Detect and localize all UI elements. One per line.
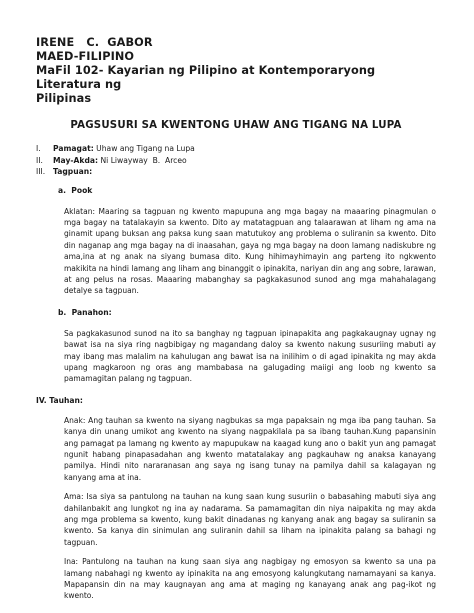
meta-row-tagpuan [36,166,436,178]
pook-paragraph: Aklatan: Maaring sa tagpuan ng kwento mapupuna ang mga bagay na maaaring pinagmulan o mga bagay na tatalakayin sa kwento. Dito ay matatagpuan ang talaarawan at liham ng ama na ginamit upang buksan ang paksa kung saan matutukoy ang problema o suliranin sa kwento. Dito din naganap ang mga bagay na di inaasahan, gaya ng mga bagay na doon lamang nadiskubre ng ama,ina at ng anak na siyang bumasa dito. Kung hihimayhimayin ang parteng ito ngkwento makikita na hindi lamang ang liham ang binanggit o ipinakita, nariyan din ang ang sobre, larawan, at ang pelus na rosas. Maaaring mabanghay sa pagkakasunod sunod ang mga mahahalagang detalye sa tagpuan. [64,206,436,296]
meta-number: III. [36,167,46,176]
meta-label: Tagpuan: [53,167,93,176]
document-title: PAGSUSURI SA KWENTONG UHAW ANG TIGANG NA LUPA [70,120,402,131]
author-name: IRENE C. GABOR [36,36,153,49]
ina-paragraph: Ina: Pantulong na tauhan na kung saan siya ang nagbigay ng emosyon sa kwento sa una pa lamang nabahagi ng kwento ay ipinakita na ang emosyong kalungkutang namamayani sa kanya. Mapapansin din na may kaugnayan ang ama at maging ng kanayang anak ang pag-ikot ng kwento. [64,557,436,601]
program-name: MAED-FILIPINO [36,50,135,63]
meta-number: II. [36,155,43,165]
anak-paragraph: Anak: Ang tauhan sa kwento na siyang nagbukas sa mga papaksain ng mga iba pang tauhan. Sa kanya din unang umikot ang kwento na siyang nagpakilala pa sa ibang tauhan.Kung papansinin ang pamagat pa lamang ng kwento ay mapupukaw na kaagad kung ano o bakit yun ang pamagat ngunit habang pinapasadahan ang kwento matatalakay ang pagkauhaw ng anaksa kanayang pamilya. Hindi nito nararanasan ang saya ng isang tunay na pamilya dahil sa kalagayan ng kanyang ama at ina. [64,415,436,482]
metadata-list [36,143,436,178]
meta-number: I. [36,144,41,153]
meta-row-may-akda [36,155,436,167]
panahon-paragraph: Sa pagkakasunod sunod na ito sa banghay ng tagpuan ipinapakita ang pagkakaugnay ugnay ng bawat isa na siya ring nagbibigay ng magandang daloy sa kwento nakung susuriing mabuti ay may ibang mas malalim na kahulugan ang bawat isa na inilihim o di agad ipinakita ng may akda upang magkaroon ng oras ang mambabasa na galugading maiigi ang loob ng kwento sa pamamagitan palang ng tagpuan. [64,328,436,384]
meta-value: Ni Liwayway B. Arceo [98,155,187,165]
meta-label: Pamagat: [53,144,94,153]
meta-label: May-Akda: [53,155,99,165]
meta-row-pamagat [36,143,436,155]
meta-value: Uhaw ang Tigang na Lupa [93,144,195,153]
pook-heading: a. Pook [58,185,93,195]
course-title-line2: Pilipinas [36,92,92,105]
ama-paragraph: Ama: Isa siya sa pantulong na tauhan na kung saan kung susuriin o babasahing mabuti siya ang dahilanbakit ang lungkot ng ina ay nadarama. Sa pamamagitan din niya naipakita ng may akda ang mga problema sa kwento, kung bakit dinadanas ng kanyang anak ang bagay sa suliranin sa kwento. Sa kanya din sinimulan ang suliranin dahil sa liham na ipinakita palang sa bahagi ng tagpuan. [64,492,436,547]
tauhan-heading: IV. Tauhan: [36,395,83,405]
panahon-heading: b. Panahon: [58,307,112,317]
course-title-line1: MaFil 102- Kayarian ng Pilipino at Kontemporaryong Literatura ng [36,64,376,91]
